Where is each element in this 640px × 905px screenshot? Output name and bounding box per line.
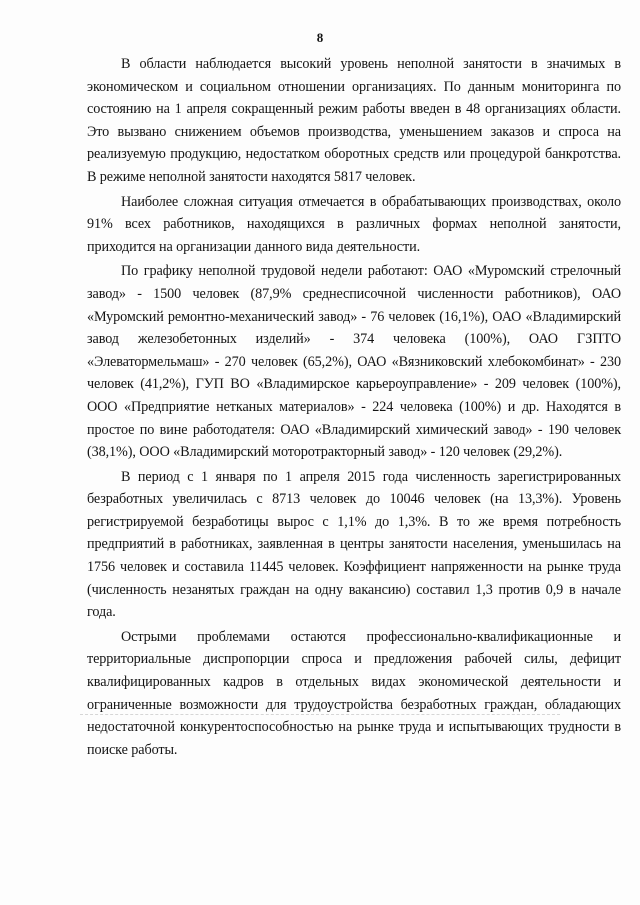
paragraph-underemployment: В области наблюдается высокий уровень неполной занятости в значимых в экономическом и социальном отношении организациях. По данным мониторинга по состоянию на 1 апреля сокращенный режим работы введен в 48 организациях области. Это вызвано снижением объемов производства, уменьшением заказов и спроса на реализуемую продукцию, недостатком оборотных средств или процедурой банкротства. В режиме неполной занятости находятся 5817 человек.: [87, 56, 621, 185]
paragraph-manufacturing: Наиболее сложная ситуация отмечается в обрабатывающих производствах, около 91% всех работников, находящихся в различных формах неполной занятости, приходится на организации данного вида деятельности.: [87, 193, 621, 255]
page-number: 8: [316, 30, 324, 45]
scan-artifact-line: [80, 714, 560, 715]
paragraph-labor-problems: Острыми проблемами остаются профессионально-квалификационные и территориальные диспропорции спроса и предложения рабочей силы, дефицит квалифицированных кадров в отдельных видах экономической деятельности и ограниченные возможности для трудоустройства безработных граждан, обладающих недостаточной конкурентоспособностью на рынке труда и испытывающих трудности в поиске работы.: [87, 628, 621, 758]
paragraph-unemployment-stats: В период с 1 января по 1 апреля 2015 года численность зарегистрированных безработных увеличилась с 8713 человек до 10046 человек (на 13,3%). Уровень регистрируемой безработицы вырос с 1,1% до 1,3%. В то же время потребность предприятий в работниках, заявленная в центры занятости населения, уменьшилась на 1756 человек и составила 11445 человек. Коэффициент напряженности на рынке труда (численность незанятых граждан на одну вакансию) составил 1,3 против 0,9 в начале года.: [87, 468, 621, 621]
paragraph-part-time-enterprises: По графику неполной трудовой недели работают: ОАО «Муромский стрелочный завод» - 1500 человек (87,9% среднесписочной численности работников), ОАО «Муромский ремонтно-механический завод» - 76 человек (16,1%), ОАО «Владимирский завод железобетонных изделий» - 374 человека (100%), ОАО ГЗПТО «Элеватормельмаш» - 270 человек (65,2%), ОАО «Вязниковский хлебокомбинат» - 230 человек (41,2%), ГУП ВО «Владимирское карьероуправление» - 209 человек (100%), ООО «Предприятие нетканых материалов» - 224 человека (100%) и др. Находятся в простое по вине работодателя: ОАО «Владимирский химический завод» - 190 человек (38,1%), ООО «Владимирский моторотракторный завод» - 120 человек (29,2%).: [87, 263, 621, 461]
document-body: [87, 53, 621, 761]
